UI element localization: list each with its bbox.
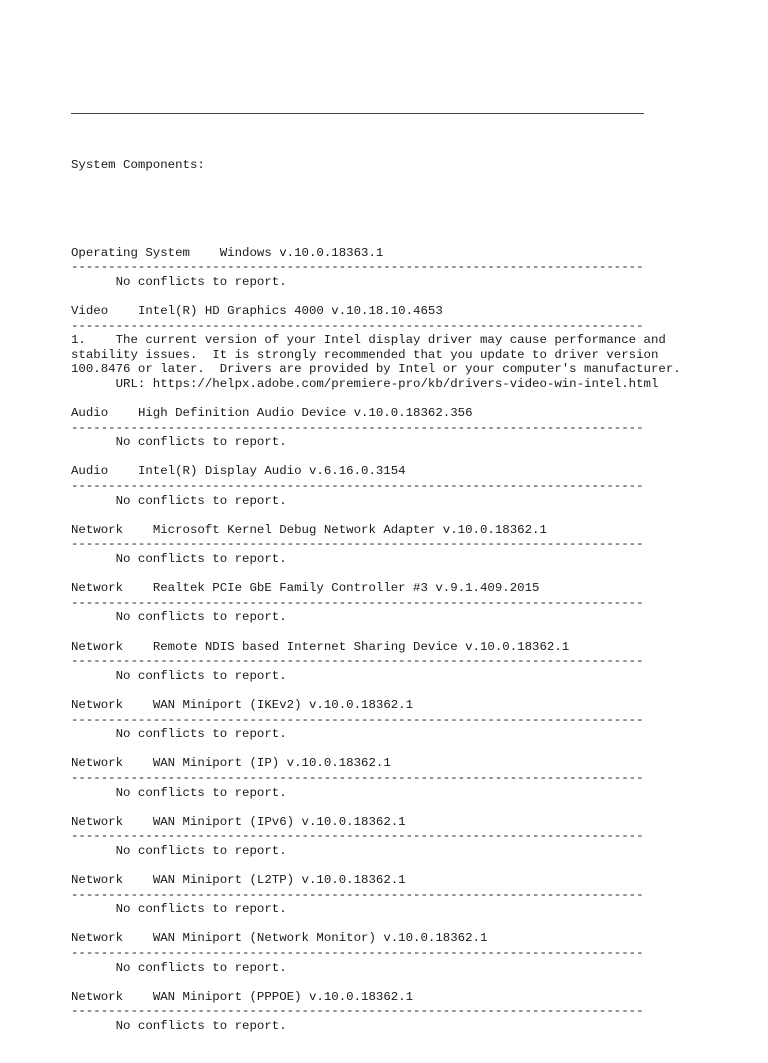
component-list [71,246,761,1049]
dashed-separator: ----------------------------------------------------------------------------- [71,1004,644,1019]
component-block [71,304,761,406]
component-note: No conflicts to report. [71,902,287,917]
component-header [71,523,761,538]
component-block [71,815,761,873]
blank-line [71,450,761,465]
dashed-separator: ----------------------------------------------------------------------------- [71,420,644,435]
component-header [71,698,761,713]
component-device: WAN Miniport (L2TP) v.10.0.18362.1 [152,873,406,888]
dashed-separator: ----------------------------------------------------------------------------- [71,770,644,785]
component-device: Microsoft Kernel Debug Network Adapter v.10.0.18362.1 [152,522,547,537]
component-note: No conflicts to report. [71,843,287,858]
component-header [71,990,761,1005]
component-category: Network [71,814,124,829]
component-note: URL: https://helpx.adobe.com/premiere-pro/kb/drivers-video-win-intel.html [71,376,659,391]
component-spacer [123,815,153,829]
dashed-separator: ----------------------------------------------------------------------------- [71,712,644,727]
component-device: Remote NDIS based Internet Sharing Device v.10.0.18362.1 [152,639,570,654]
component-note: No conflicts to report. [71,668,287,683]
component-header [71,640,761,655]
dashed-separator: ----------------------------------------------------------------------------- [71,479,644,494]
blank-line [71,625,761,640]
blank-line [71,567,761,582]
component-category: Network [71,756,124,771]
component-note: No conflicts to report. [71,493,287,508]
component-spacer [108,304,138,318]
blank-line [71,202,761,217]
report-body [71,70,761,1063]
component-spacer [123,756,153,770]
component-category: Network [71,989,124,1004]
dashed-separator: ----------------------------------------------------------------------------- [71,318,644,333]
component-note: No conflicts to report. [71,610,287,625]
blank-line [71,683,761,698]
component-category: Audio [71,406,109,421]
component-note: No conflicts to report. [71,727,287,742]
component-category: Audio [71,464,109,479]
blank-line [71,800,761,815]
component-note: 1. The current version of your Intel display driver may cause performance and [71,333,666,348]
component-note: 100.8476 or later. Drivers are provided by Intel or your computer's manufacturer. [71,362,681,377]
component-header [71,815,761,830]
blank-line [71,858,761,873]
blank-line [71,391,761,406]
component-device: WAN Miniport (PPPOE) v.10.0.18362.1 [152,989,414,1004]
blank-line [71,975,761,990]
component-category: Network [71,639,124,654]
dashed-separator: ----------------------------------------------------------------------------- [71,829,644,844]
component-device: WAN Miniport (Network Monitor) v.10.0.18362.1 [152,931,488,946]
component-header [71,464,761,479]
dashed-separator: ----------------------------------------------------------------------------- [71,260,644,275]
component-category: Network [71,873,124,888]
blank-line [71,917,761,932]
component-device: Realtek PCIe GbE Family Controller #3 v.9.1.409.2015 [152,581,540,596]
component-note: No conflicts to report. [71,552,287,566]
component-device: Windows v.10.0.18363.1 [219,245,384,260]
component-block [71,640,761,698]
blank-line [71,1034,761,1049]
component-block [71,581,761,639]
component-spacer [108,464,138,478]
component-category: Network [71,522,124,537]
component-spacer [123,581,153,595]
component-device: WAN Miniport (IKEv2) v.10.0.18362.1 [152,697,414,712]
component-note: No conflicts to report. [71,1019,287,1033]
component-device: WAN Miniport (IPv6) v.10.0.18362.1 [152,814,406,829]
component-category: Network [71,581,124,596]
blank-line [71,289,761,304]
component-device: Intel(R) Display Audio v.6.16.0.3154 [137,464,406,479]
component-device: WAN Miniport (IP) v.10.0.18362.1 [152,756,391,771]
component-header [71,931,761,946]
component-category: Network [71,697,124,712]
dashed-separator: ----------------------------------------------------------------------------- [71,946,644,961]
dashed-separator: ----------------------------------------------------------------------------- [71,537,644,552]
component-header [71,406,761,421]
component-block [71,523,761,581]
component-header [71,873,761,888]
dashed-separator: ----------------------------------------------------------------------------- [71,595,644,610]
component-spacer [123,698,153,712]
component-header [71,304,761,319]
component-category: Video [71,303,109,318]
component-spacer [123,640,153,654]
component-block [71,246,761,304]
blank-line [71,508,761,523]
component-header [71,581,761,596]
top-horizontal-rule [71,113,644,114]
component-spacer [108,406,138,420]
component-note: stability issues. It is strongly recommended that you update to driver version [71,347,659,362]
component-block [71,406,761,464]
component-block [71,873,761,931]
component-note: No conflicts to report. [71,785,287,800]
component-spacer [123,873,153,887]
component-category: Network [71,931,124,946]
component-device: High Definition Audio Device v.10.0.18362.356 [137,406,473,421]
component-device: Intel(R) HD Graphics 4000 v.10.18.10.4653 [137,303,443,318]
section-heading: System Components: [71,157,205,172]
component-note: No conflicts to report. [71,274,287,289]
component-spacer [123,990,153,1004]
component-block [71,756,761,814]
component-note: No conflicts to report. [71,960,287,975]
dashed-separator: ----------------------------------------------------------------------------- [71,654,644,669]
component-spacer [123,523,153,537]
blank-line [71,742,761,757]
component-note: No conflicts to report. [71,435,287,450]
dashed-separator: ----------------------------------------------------------------------------- [71,887,644,902]
component-block [71,990,761,1048]
component-header [71,756,761,771]
component-spacer [190,246,220,260]
component-block [71,931,761,989]
component-block [71,698,761,756]
component-block [71,464,761,522]
component-header [71,246,761,261]
component-category: Operating System [71,245,190,260]
component-spacer [123,931,153,945]
